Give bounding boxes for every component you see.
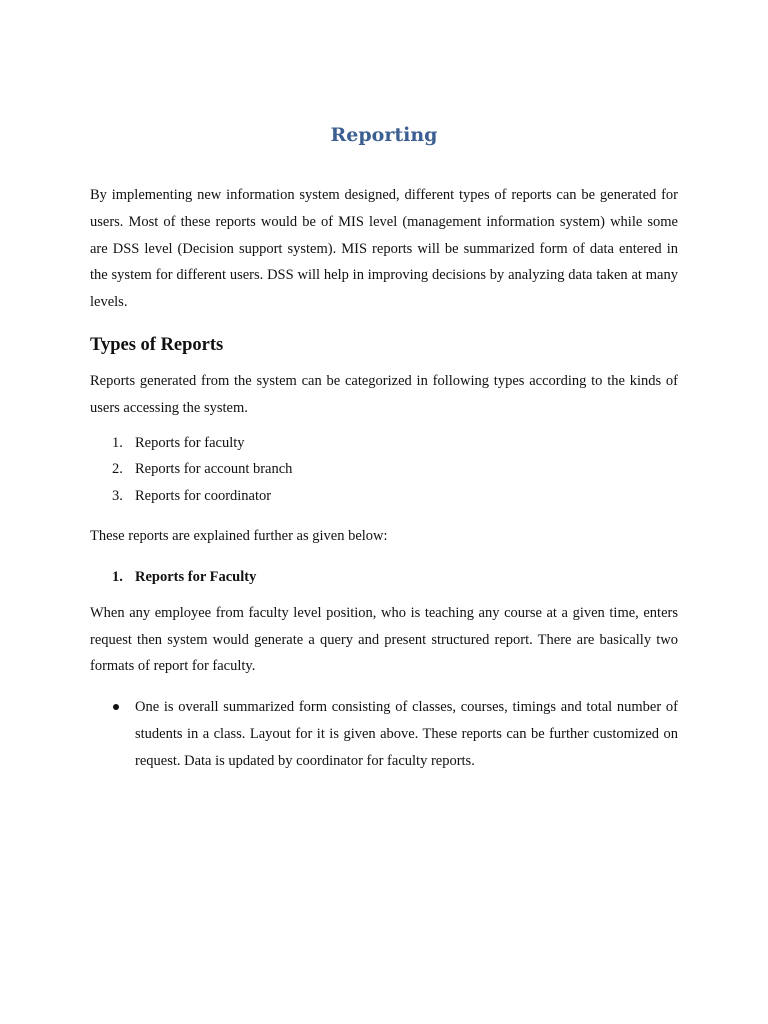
types-intro-paragraph: Reports generated from the system can be categorized in following types according to the kinds of users accessing the system. — [90, 372, 678, 416]
list-item — [90, 456, 678, 483]
list-item-label: Reports for account branch — [135, 461, 293, 478]
faculty-section-title: Reports for Faculty — [135, 568, 257, 585]
list-item-label: Reports for coordinator — [135, 487, 272, 504]
bullet-item — [90, 694, 678, 774]
faculty-section-number: 1. — [112, 568, 123, 585]
faculty-bullet-list — [90, 694, 678, 774]
list-item-number: 1. — [112, 434, 123, 451]
list-item-number: 3. — [112, 487, 123, 504]
list-item — [90, 430, 678, 457]
explained-note: These reports are explained further as given below: — [90, 528, 388, 545]
spacer — [90, 590, 678, 600]
report-types-list — [90, 430, 678, 510]
document-content — [90, 118, 678, 775]
bullet-text: One is overall summarized form consisting of classes, courses, timings and total number of students in a class. Layout for it is given above. These reports can be further customized on request. Data is updated by coordinator for faculty reports. — [135, 699, 678, 769]
list-item-label: Reports for faculty — [135, 434, 245, 451]
faculty-body-paragraph: When any employee from faculty level position, who is teaching any course at a given time, enters request then system would generate a query and present structured report. There are basically two formats of report for faculty. — [90, 604, 678, 675]
faculty-section-heading — [90, 564, 678, 590]
page-title: Reporting — [330, 124, 438, 146]
types-heading: Types of Reports — [90, 334, 224, 355]
list-item-number: 2. — [112, 461, 123, 478]
spacer — [90, 358, 678, 368]
bullet-icon — [113, 704, 119, 710]
spacer — [90, 509, 678, 523]
list-item — [90, 483, 678, 510]
intro-paragraph: By implementing new information system designed, different types of reports can be generated for users. Most of these reports would be of MIS level (management information system) while some are DSS level (Decision support system). MIS reports will be summarized form of data entered in the system for different users. DSS will help in improving decisions by analyzing data taken at many levels. — [90, 187, 678, 311]
